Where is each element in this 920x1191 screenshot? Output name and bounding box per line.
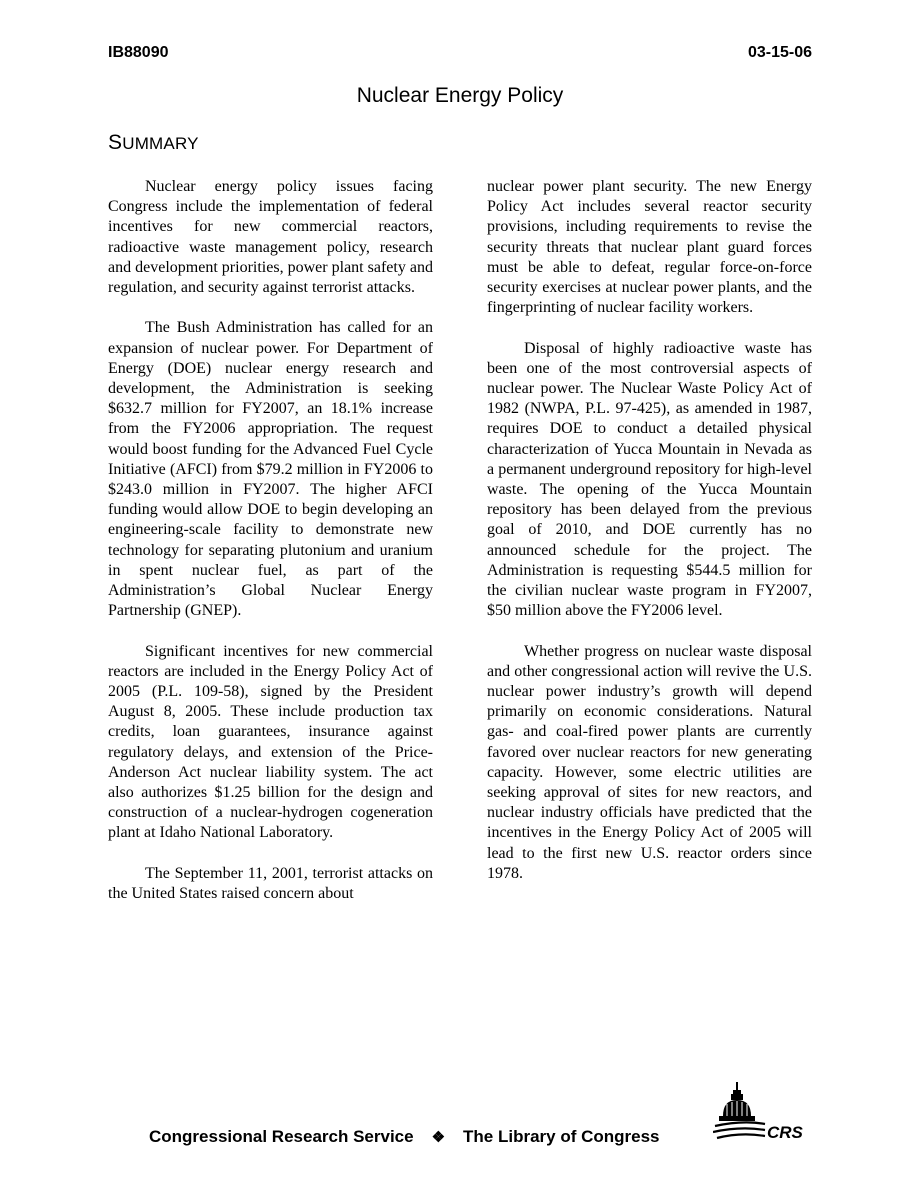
left-column <box>108 177 433 924</box>
page-title: Nuclear Energy Policy <box>356 84 564 107</box>
separator-icon: ❖ <box>431 1129 446 1146</box>
footer <box>149 1127 660 1147</box>
paragraph: The Bush Administration has called for an expansion of nuclear power. For Department of Energy (DOE) nuclear energy research and development, the Administration is seeking $632.7 million for FY2007, an 18.1% increase from the FY2006 appropriation. The request would boost funding for the Advanced Fuel Cycle Initiative (AFCI) from $79.2 million in FY2006 to $243.0 million in FY2007. The higher AFCI funding would allow DOE to begin developing an engineering-scale facility to demonstrate new technology for separating plutonium and uranium in spent nuclear fuel, as part of the Administration’s Global Nuclear Energy Partnership (GNEP). <box>108 319 433 620</box>
report-date: 03-15-06 <box>747 44 812 61</box>
paragraph: Disposal of highly radioactive waste has been one of the most controversial aspects of nuclear power. The Nuclear Waste Policy Act of 1982 (NWPA, P.L. 97-425), as amended in 1987, requires DOE to conduct a detailed physical characterization of Yucca Mountain in Nevada as a permanent underground repository for high-level waste. The opening of the Yucca Mountain repository has been delayed from the previous goal of 2010, and DOE currently has no announced schedule for the project. The Administration is requesting $544.5 million for the civilian nuclear waste program in FY2007, $50 million above the FY2006 level. <box>487 339 812 620</box>
section-heading-initial: S <box>108 131 123 154</box>
paragraph: The September 11, 2001, terrorist attacks on the United States raised concern about <box>108 864 433 903</box>
right-column <box>487 177 812 904</box>
paragraph: Significant incentives for new commercial reactors are included in the Energy Policy Act of 2005 (P.L. 109-58), signed by the President August 8, 2005. These include production tax credits, loan guarantees, insurance against regulatory delays, and extension of the Price-Anderson Act nuclear liability system. The act also authorizes $1.25 billion for the design and construction of a nuclear-hydrogen cogeneration plant at Idaho National Laboratory. <box>108 642 433 842</box>
footer-crs-text: Congressional Research Service <box>149 1127 414 1146</box>
section-heading <box>108 131 199 155</box>
report-id: IB88090 <box>108 44 169 61</box>
section-heading-rest: UMMARY <box>122 134 199 153</box>
paragraph-continued: nuclear power plant security. The new Energy Policy Act includes several reactor security provisions, including requirements to revise the security threats that nuclear plant guard forces must be able to defeat, regular force-on-force security exercises at nuclear power plants, and the fingerprinting of nuclear facility workers. <box>487 178 812 317</box>
capitol-dome-logo-icon <box>713 1080 809 1146</box>
paragraph: Whether progress on nuclear waste disposal and other congressional action will revive the U.S. nuclear power industry’s growth will depend primarily on economic considerations. Natural gas- and coal-fired power plants are currently favored over nuclear reactors for new generating capacity. However, some electric utilities are seeking approval of sites for new reactors, and nuclear industry officials have predicted that the incentives in the Energy Policy Act of 2005 will lead to the first new U.S. reactor orders since 1978. <box>487 642 812 882</box>
crs-logo-text: CRS <box>767 1123 803 1142</box>
paragraph: Nuclear energy policy issues facing Congress include the implementation of federal incentives for new commercial reactors, radioactive waste management policy, research and development priorities, power plant safety and regulation, and security against terrorist attacks. <box>108 178 433 297</box>
footer-loc-text: The Library of Congress <box>463 1127 660 1146</box>
